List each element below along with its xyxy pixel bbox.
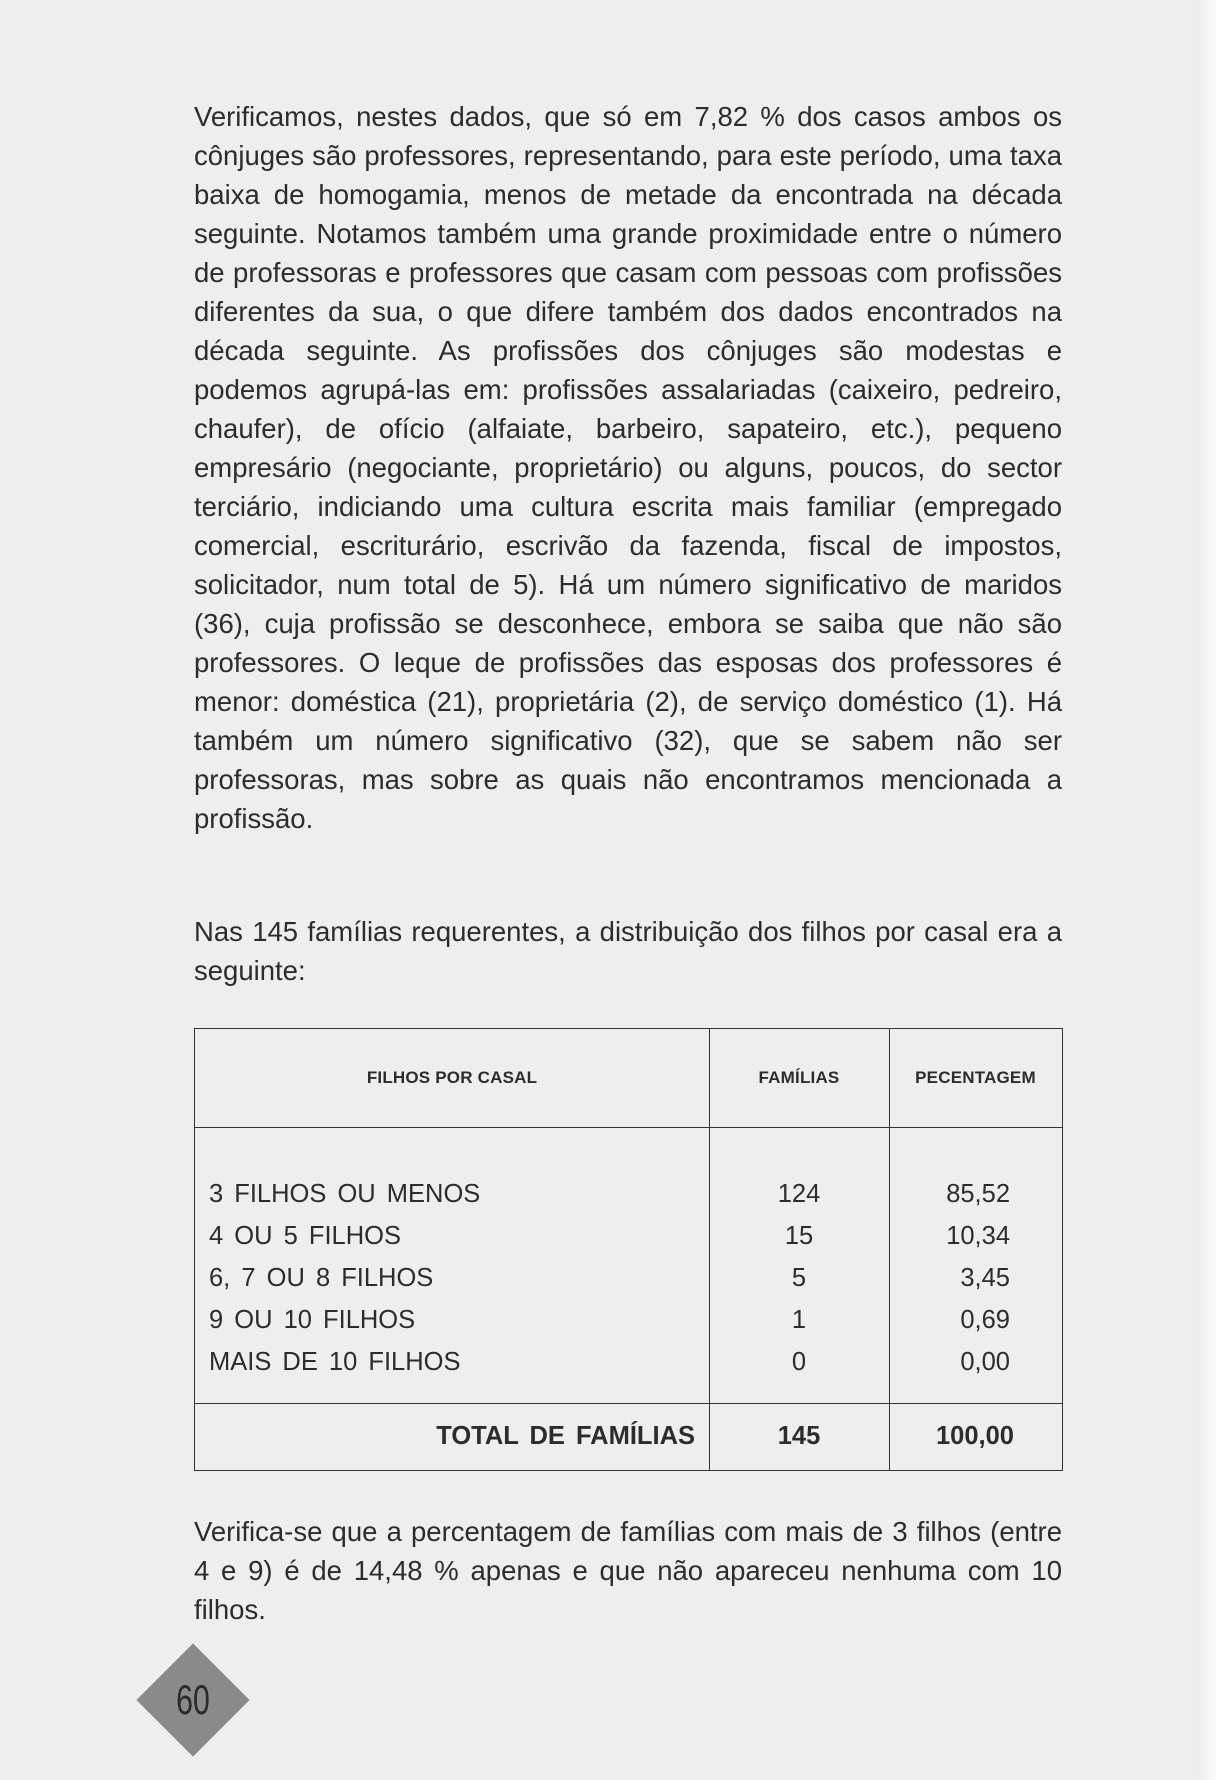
row-percentagem: 0,00 — [960, 1348, 1010, 1376]
table-row — [195, 1299, 1062, 1341]
row-percentagem: 85,52 — [946, 1180, 1010, 1208]
page-number-badge — [137, 1644, 249, 1756]
row-label: MAIS DE 10 FILHOS — [209, 1348, 461, 1376]
table-total-row — [195, 1403, 1062, 1470]
total-label: TOTAL DE FAMÍLIAS — [436, 1422, 695, 1450]
table-row — [195, 1257, 1062, 1299]
row-label: 6, 7 OU 8 FILHOS — [209, 1264, 434, 1292]
paragraph-homogamia: Verificamos, nestes dados, que só em 7,82 % dos casos ambos os cônjuges são professores, representando, para este período, uma taxa baixa de homogamia, menos de metade da encontrada na década seguinte. Notamos também uma grande proximidade entre o número de professoras e professores que casam com pessoas com profissões diferentes da sua, o que difere também dos dados encontrados na década seguinte. As profissões dos cônjuges são modestas e podemos agrupá-las em: profissões assalariadas (caixeiro, pedreiro, chaufer), de ofício (alfaiate, barbeiro, sapateiro, etc.), pequeno empresário (negociante, proprietário) ou alguns, poucos, do sector terciário, indiciando uma cultura escrita mais familiar (empregado comercial, escriturário, escrivão da fazenda, fiscal de impostos, solicitador, num total de 5). Há um número significativo de maridos (36), cuja profissão se desconhece, embora se saiba que não são professores. O leque de profissões das esposas dos professores é menor: doméstica (21), proprietária (2), de serviço doméstico (1). Há também um número significativo (32), que se sabem não ser professoras, mas sobre as quais não encontramos mencionada a profissão. — [194, 101, 1062, 834]
table-row — [195, 1341, 1062, 1383]
row-familias: 15 — [784, 1222, 814, 1250]
row-familias: 5 — [791, 1264, 807, 1292]
row-percentagem: 3,45 — [960, 1264, 1010, 1292]
total-percentagem: 100,00 — [936, 1422, 1014, 1450]
children-per-couple-table — [194, 1028, 1063, 1471]
paragraph-conclusion: Verifica-se que a percentagem de famílias com mais de 3 filhos (entre 4 e 9) é de 14,48 % apenas e que não apareceu nenhuma com 10 filhos. — [194, 1516, 1062, 1625]
header-familias: FAMÍLIAS — [758, 1068, 840, 1087]
page-edge — [1198, 0, 1216, 1780]
row-percentagem: 0,69 — [960, 1306, 1010, 1334]
total-familias: 145 — [777, 1422, 821, 1450]
header-filhos-por-casal: FILHOS POR CASAL — [366, 1068, 538, 1087]
row-label: 3 FILHOS OU MENOS — [209, 1180, 481, 1208]
table-row — [195, 1173, 1062, 1215]
header-percentagem: PECENTAGEM — [915, 1068, 1036, 1087]
row-familias: 1 — [791, 1306, 807, 1334]
row-label: 4 OU 5 FILHOS — [209, 1222, 401, 1250]
table-row — [195, 1215, 1062, 1257]
row-familias: 0 — [791, 1348, 807, 1376]
paragraph-intro-table: Nas 145 famílias requerentes, a distribuição dos filhos por casal era a seguinte: — [194, 916, 1062, 986]
row-familias: 124 — [777, 1180, 821, 1208]
table-header-rule — [195, 1127, 1062, 1128]
page-number: 60 — [176, 1676, 210, 1723]
row-label: 9 OU 10 FILHOS — [209, 1306, 416, 1334]
row-percentagem: 10,34 — [946, 1222, 1010, 1250]
